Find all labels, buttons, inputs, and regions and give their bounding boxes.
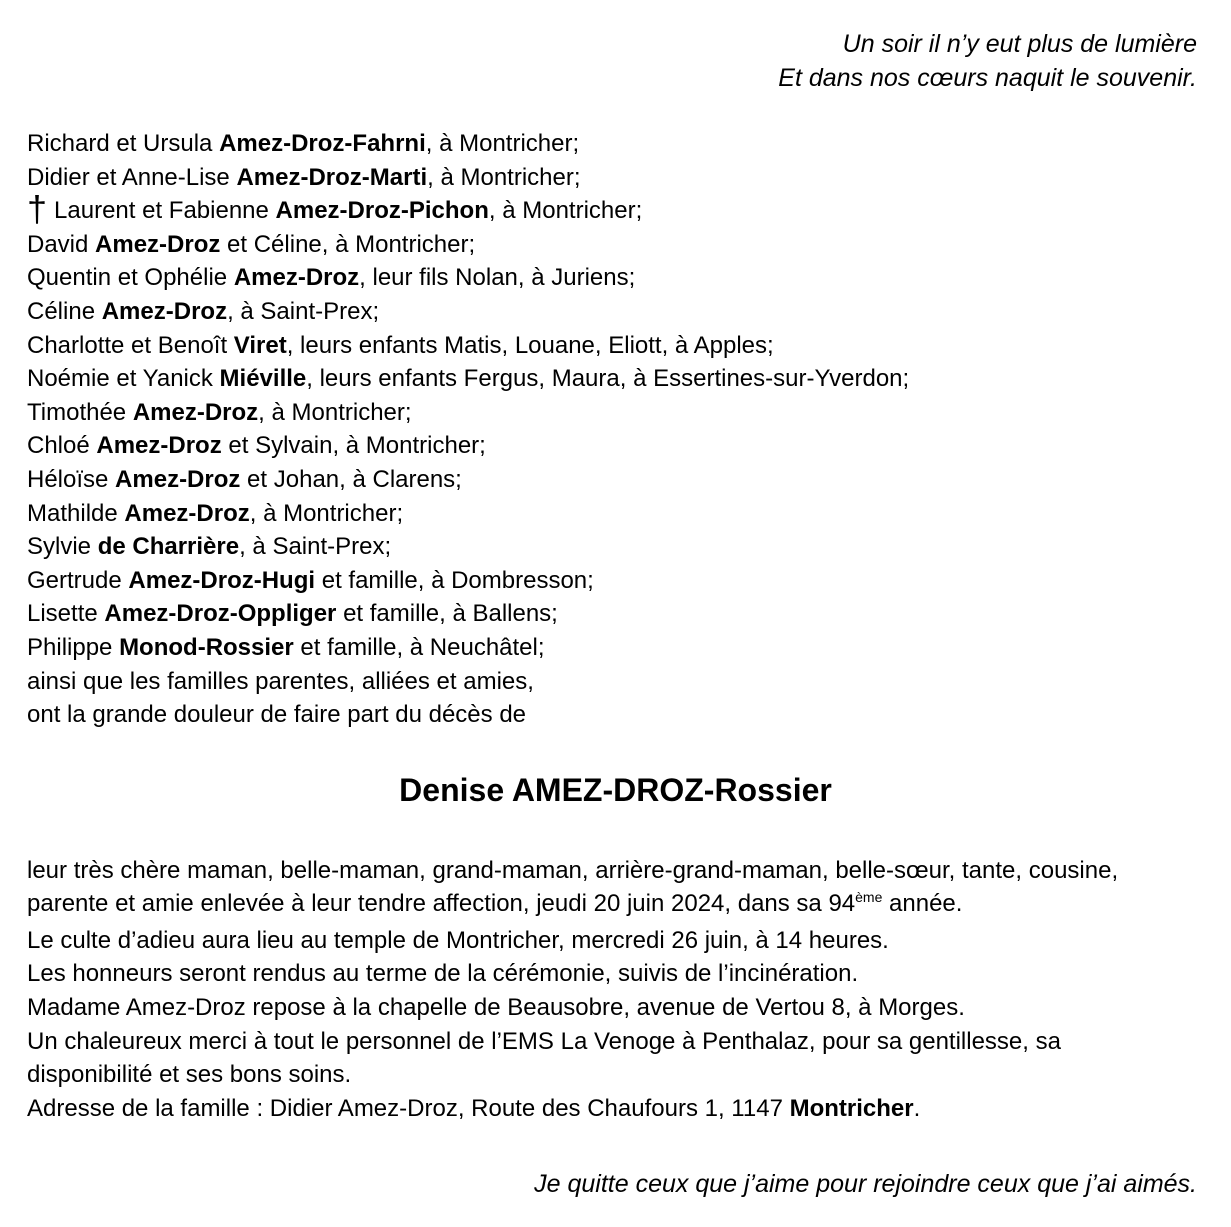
announcement-line — [27, 887, 1231, 924]
text-segment: leur très chère maman, belle-maman, grand-maman, arrière-grand-maman, belle-sœur, tante, cousine, — [27, 856, 1119, 884]
text-segment: , à Montricher; — [258, 398, 412, 426]
text-segment: Céline — [27, 297, 102, 325]
family-line — [27, 161, 1231, 195]
text-segment: et Céline, à Montricher; — [220, 230, 476, 258]
text-segment: Richard et Ursula — [27, 130, 220, 157]
text-segment: Lisette — [27, 600, 105, 628]
text-segment: Charlotte et Benoît — [27, 331, 234, 359]
surname-bold: Amez-Droz-Pichon — [275, 197, 489, 225]
text-segment: , à Saint-Prex; — [227, 297, 380, 325]
surname-bold: Amez-Droz-Marti — [236, 163, 428, 191]
family-line — [27, 362, 1231, 396]
text-segment: , leurs enfants Fergus, Maura, à Essertines-sur-Yverdon; — [306, 365, 910, 393]
surname-bold: Montricher — [789, 1094, 914, 1122]
family-line — [27, 698, 1231, 732]
text-segment: David — [27, 230, 96, 258]
text-segment: , à Montricher; — [249, 499, 404, 527]
family-line — [27, 631, 1231, 665]
text-segment: et Sylvain, à Montricher; — [221, 432, 486, 460]
text-segment: et famille, à Dombresson; — [315, 566, 594, 594]
surname-bold: Amez-Droz — [95, 230, 221, 258]
text-segment: année. — [882, 890, 963, 918]
announcement-line — [27, 957, 1231, 991]
text-segment: Héloïse — [27, 465, 116, 493]
family-line — [27, 329, 1231, 363]
text-segment: , à Saint-Prex; — [239, 533, 392, 561]
surname-bold: Amez-Droz-Hugi — [128, 566, 316, 594]
text-segment: , leurs enfants Matis, Louane, Eliott, à Apples; — [286, 331, 774, 359]
family-line — [27, 597, 1231, 631]
text-segment: et famille, à Ballens; — [336, 600, 558, 628]
epigraph-line-1: Un soir il n’y eut plus de lumière — [842, 30, 1197, 58]
family-line — [27, 530, 1231, 564]
family-list — [0, 127, 1231, 732]
text-segment: , à Montricher; — [488, 197, 643, 225]
family-line — [27, 564, 1231, 598]
announcement-line — [27, 1025, 1231, 1059]
text-segment: Les honneurs seront rendus au terme de la cérémonie, suivis de l’incinération. — [27, 960, 859, 988]
announcement-line — [27, 924, 1231, 958]
text-segment: Sylvie — [27, 533, 98, 561]
text-segment: Quentin et Ophélie — [27, 264, 234, 292]
surname-bold: Amez-Droz — [115, 465, 241, 493]
text-segment: parente et amie enlevée à leur tendre affection, jeudi 20 juin 2024, dans sa 94 — [27, 890, 856, 918]
text-segment: Gertrude — [27, 566, 129, 594]
surname-bold: Amez-Droz-Oppliger — [104, 600, 337, 628]
family-line — [27, 396, 1231, 430]
text-segment: Timothée — [27, 398, 133, 426]
family-line — [27, 127, 1231, 161]
announcement-line — [27, 1058, 1231, 1092]
text-segment: ont la grande douleur de faire part du décès de — [27, 701, 527, 729]
text-segment: Laurent et Fabienne — [54, 197, 276, 225]
announcement-line — [27, 854, 1231, 888]
surname-bold: Amez-Droz — [233, 264, 360, 292]
epigraph — [0, 0, 1231, 95]
text-segment: Un chaleureux merci à tout le personnel de l’EMS La Venoge à Penthalaz, pour sa gentillesse, sa — [27, 1027, 1061, 1055]
announcement-line — [27, 991, 1231, 1025]
announcement — [0, 854, 1231, 1126]
text-segment: Philippe — [27, 633, 120, 661]
family-line — [27, 665, 1231, 699]
ordinal-superscript: ème — [855, 889, 883, 906]
announcement-line — [27, 1092, 1231, 1126]
text-segment: ainsi que les familles parentes, alliées et amies, — [27, 667, 534, 695]
text-segment: . — [913, 1094, 921, 1122]
text-segment: disponibilité et ses bons soins. — [27, 1061, 352, 1089]
family-line — [27, 295, 1231, 329]
surname-bold: Amez-Droz — [132, 398, 259, 426]
family-line — [27, 497, 1231, 531]
surname-bold: Amez-Droz — [124, 499, 250, 527]
surname-bold: Monod-Rossier — [119, 633, 294, 661]
text-segment: Madame Amez-Droz repose à la chapelle de Beausobre, avenue de Vertou 8, à Morges. — [27, 994, 965, 1022]
text-segment: , leur fils Nolan, à Juriens; — [359, 264, 636, 292]
surname-bold: Amez-Droz — [101, 297, 228, 325]
surname-bold: Viret — [233, 331, 287, 359]
deceased-name: Denise AMEZ-DROZ-Rossier — [399, 771, 832, 808]
surname-bold: de Charrière — [97, 533, 240, 561]
family-line — [27, 228, 1231, 262]
text-segment: , à Montricher; — [425, 130, 580, 157]
surname-bold: Miéville — [219, 365, 307, 393]
text-segment: Adresse de la famille : Didier Amez-Droz, Route des Chaufours 1, 1147 — [27, 1094, 790, 1122]
text-segment: et Johan, à Clarens; — [240, 465, 462, 493]
surname-bold: Amez-Droz-Fahrni — [219, 130, 426, 157]
epigraph-line-2: Et dans nos cœurs naquit le souvenir. — [778, 64, 1197, 92]
family-line — [27, 188, 1231, 230]
text-segment: Le culte d’adieu aura lieu au temple de Montricher, mercredi 26 juin, à 14 heures. — [27, 926, 889, 954]
text-segment: Didier et Anne-Lise — [27, 163, 237, 191]
family-line — [27, 261, 1231, 295]
family-line — [27, 463, 1231, 497]
text-segment: et famille, à Neuchâtel; — [293, 633, 545, 661]
text-segment: Noémie et Yanick — [27, 365, 220, 393]
family-line — [27, 429, 1231, 463]
text-segment: Mathilde — [27, 499, 125, 527]
cross-icon: † — [27, 188, 48, 230]
surname-bold: Amez-Droz — [96, 432, 222, 460]
text-segment: , à Montricher; — [427, 163, 581, 191]
closing-quote: Je quitte ceux que j’aime pour rejoindre ceux que j’ai aimés. — [534, 1170, 1197, 1199]
text-segment: Chloé — [27, 432, 97, 460]
